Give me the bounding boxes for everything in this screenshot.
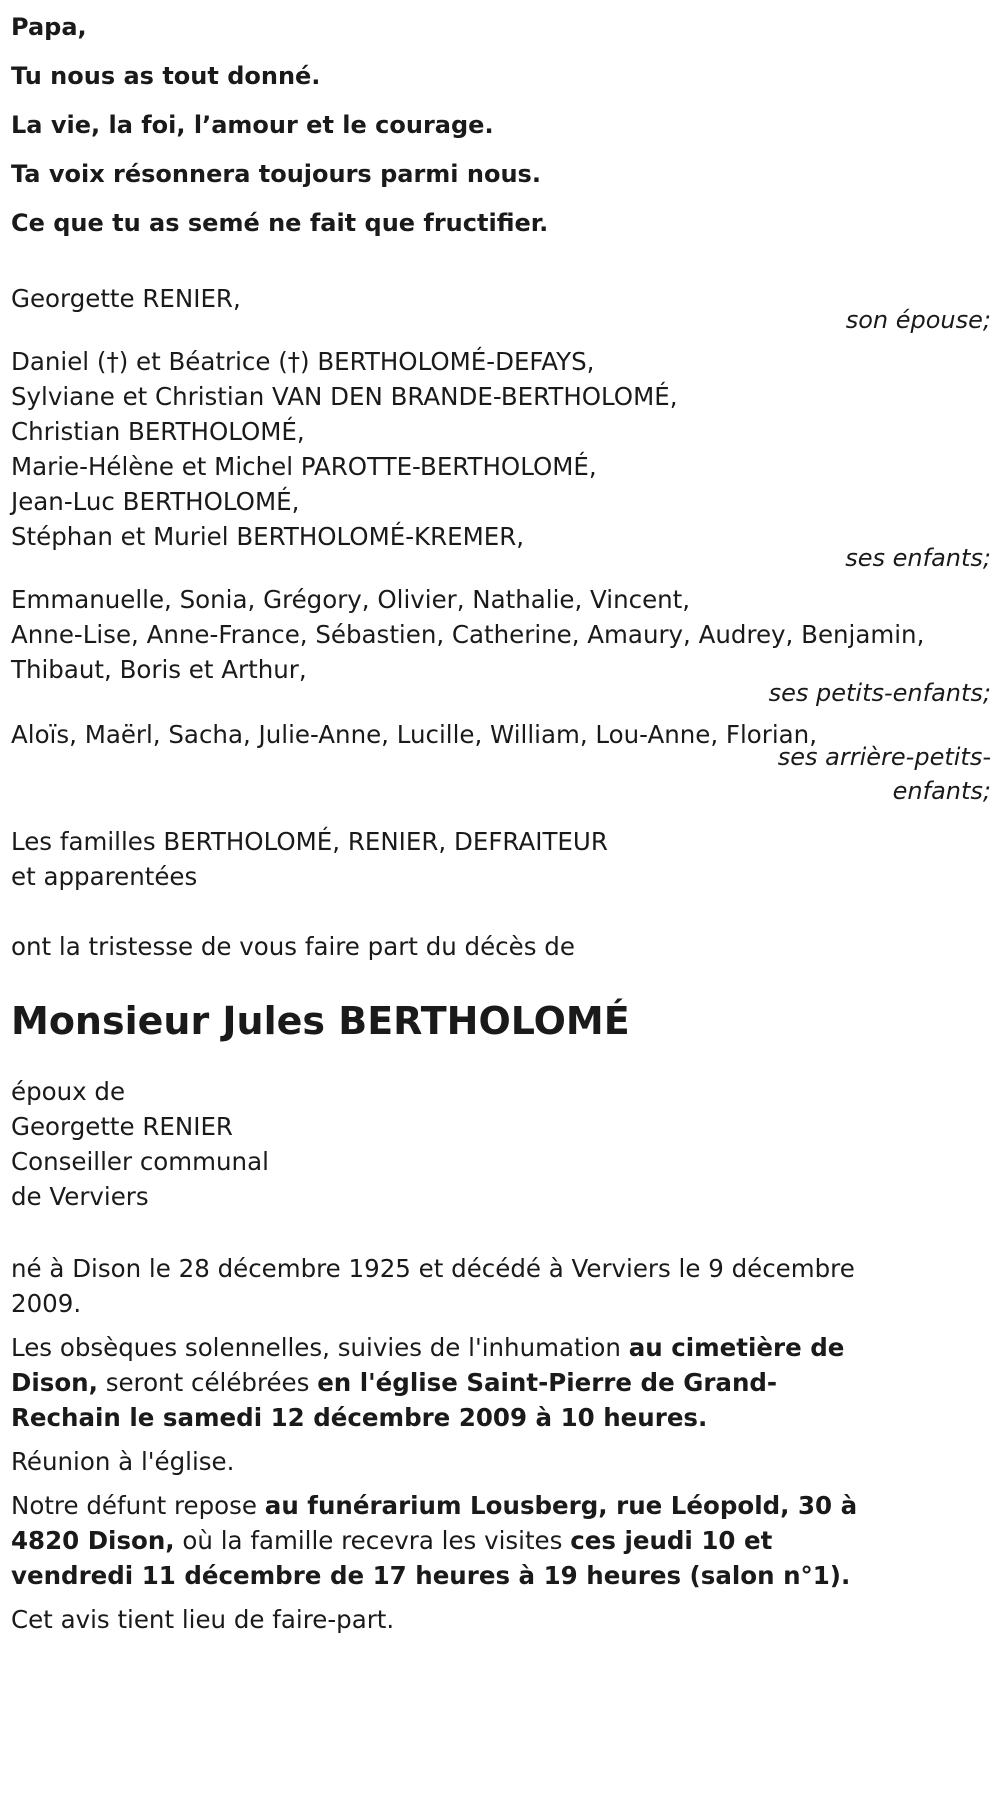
grandchildren-role: ses petits-enfants;: [768, 679, 991, 707]
deceased-titles: [11, 1074, 991, 1214]
obituary-notice: [11, 0, 991, 1637]
repose-location: au funérarium Lousberg, rue Léopold, 30 à 4820 Dison,: [11, 1491, 858, 1555]
spouse-group: [11, 282, 991, 336]
funeral-church: en l'église Saint-Pierre de Grand-Rechain le samedi 12 décembre 2009 à 10 heures.: [11, 1368, 778, 1432]
child-line: Stéphan et Muriel BERTHOLOMÉ-KREMER,: [11, 522, 525, 551]
children-role: ses enfants;: [845, 544, 991, 572]
title-line: de Verviers: [11, 1182, 149, 1211]
poem-line: Ta voix résonnera toujours parmi nous.: [11, 160, 541, 188]
repose-text: où la famille recevra les visites: [174, 1526, 571, 1555]
funeral-cemetery: au cimetière de Dison,: [11, 1333, 845, 1397]
child-line: Sylviane et Christian VAN DEN BRANDE-BERTHOLOMÉ,: [11, 382, 678, 411]
grandchild-line: Thibaut, Boris et Arthur,: [11, 655, 307, 684]
grandchildren-group: [11, 582, 991, 709]
great-grandchildren-role-cont: enfants;: [892, 777, 991, 805]
poem-line: Ce que tu as semé ne fait que fructifier.: [11, 209, 549, 237]
poem-line: Papa,: [11, 13, 87, 41]
child-line: Daniel (†) et Béatrice (†) BERTHOLOMÉ-DEFAYS,: [11, 347, 595, 376]
meeting-info: Réunion à l'église.: [11, 1447, 235, 1476]
child-line: Marie-Hélène et Michel PAROTTE-BERTHOLOMÉ,: [11, 452, 597, 481]
spouse-role: son épouse;: [845, 306, 991, 334]
repose-times: ces jeudi 10 et vendredi 11 décembre de 17 heures à 19 heures (salon n°1).: [11, 1526, 851, 1590]
grandchild-line: Anne-Lise, Anne-France, Sébastien, Catherine, Amaury, Audrey, Benjamin,: [11, 620, 925, 649]
funeral-info: [11, 1330, 881, 1435]
closing-note: Cet avis tient lieu de faire-part.: [11, 1605, 395, 1634]
poem-line: La vie, la foi, l’amour et le courage.: [11, 111, 494, 139]
spouse-name: Georgette RENIER,: [11, 284, 241, 313]
title-line: Georgette RENIER: [11, 1112, 233, 1141]
funeral-text: seront célébrées: [97, 1368, 318, 1397]
deceased-name: Monsieur Jules BERTHOLOMÉ: [11, 999, 630, 1043]
families-line: et apparentées: [11, 862, 198, 891]
child-line: Jean-Luc BERTHOLOMÉ,: [11, 487, 300, 516]
birth-death: né à Dison le 28 décembre 1925 et décédé à Verviers le 9 décembre 2009.: [11, 1254, 855, 1318]
announcement: ont la tristesse de vous faire part du décès de: [11, 932, 575, 961]
title-line: époux de: [11, 1077, 126, 1106]
grandchild-line: Emmanuelle, Sonia, Grégory, Olivier, Nathalie, Vincent,: [11, 585, 691, 614]
repose-info: [11, 1488, 871, 1593]
funeral-text: Les obsèques solennelles, suivies de l'inhumation: [11, 1333, 629, 1362]
great-grandchildren-group: [11, 717, 991, 810]
poem: [11, 3, 991, 248]
families-line: Les familles BERTHOLOMÉ, RENIER, DEFRAITEUR: [11, 827, 608, 856]
great-grandchildren-role: ses arrière-petits-: [777, 743, 991, 771]
children-group: [11, 344, 991, 574]
title-line: Conseiller communal: [11, 1147, 269, 1176]
repose-text: Notre défunt repose: [11, 1491, 265, 1520]
poem-line: Tu nous as tout donné.: [11, 62, 321, 90]
families-group: [11, 824, 991, 894]
child-line: Christian BERTHOLOMÉ,: [11, 417, 305, 446]
great-grandchild-line: Aloïs, Maërl, Sacha, Julie-Anne, Lucille, William, Lou-Anne, Florian,: [11, 720, 817, 749]
